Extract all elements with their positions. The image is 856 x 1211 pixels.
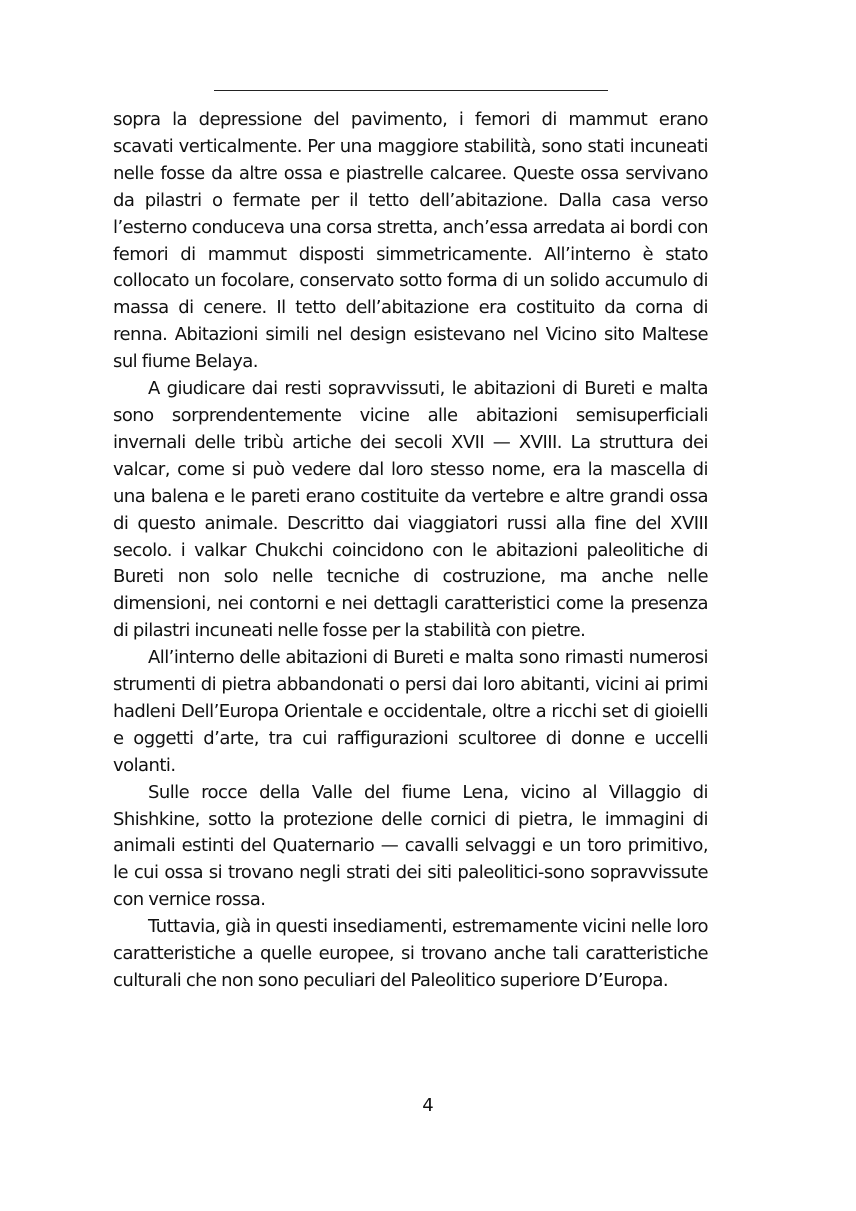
paragraph: Sulle rocce della Valle del fiume Lena, vicino al Villaggio di Shishkine, sotto la protezione delle cornici di pietra, le immagini di animali estinti del Quaternario — cavalli selvaggi e un toro primitivo, le cui ossa si trovano negli strati dei siti paleolitici-sono sopravvissute con vernice rossa.	[113, 781, 708, 911]
paragraph: A giudicare dai resti sopravvissuti, le abitazioni di Bureti e malta sono sorprendentemente vicine alle abitazioni semisuperficiali invernali delle tribù artiche dei secoli XVII — XVIII. La struttura dei valcar, come si può vedere dal loro stesso nome, era la mascella di una balena e le pareti erano costituite da vertebre e altre grandi ossa di questo animale. Descritto dai viaggiatori russi alla fine del XVIII secolo. i valkar Chukchi coincidono con le abitazioni paleolitiche di Bureti non solo nelle tecniche di costruzione, ma anche nelle dimensioni, nei contorni e nei dettagli caratteristici come la presenza di pilastri incuneati nelle fosse per la stabilità con pietre.	[113, 378, 708, 642]
page-number: 4	[422, 1095, 434, 1116]
body-text	[113, 107, 708, 995]
paragraph: Tuttavia, già in questi insediamenti, estremamente vicini nelle loro caratteristiche a quelle europee, si trovano anche tali caratteristiche culturali che non sono peculiari del Paleolitico superiore D’Europa.	[113, 916, 708, 991]
header-rule	[214, 90, 608, 91]
paragraph: sopra la depressione del pavimento, i femori di mammut erano scavati verticalmente. Per una maggiore stabilità, sono stati incuneati nelle fosse da altre ossa e piastrelle calcaree. Queste ossa servivano da pilastri o fermate per il tetto dell’abitazione. Dalla casa verso l’esterno conduceva una corsa stretta, anch’essa arredata ai bordi con femori di mammut disposti simmetricamente. All’interno è stato collocato un focolare, conservato sotto forma di un solido accumulo di massa di cenere. Il tetto dell’abitazione era costituito da corna di renna. Abitazioni simili nel design esistevano nel Vicino sito Maltese sul fiume Belaya.	[113, 109, 708, 373]
paragraph: All’interno delle abitazioni di Bureti e malta sono rimasti numerosi strumenti di pietra abbandonati o persi dai loro abitanti, vicini ai primi hadleni Dell’Europa Orientale e occidentale, oltre a ricchi set di gioielli e oggetti d’arte, tra cui raffigurazioni scultoree di donne e uccelli volanti.	[113, 647, 708, 776]
